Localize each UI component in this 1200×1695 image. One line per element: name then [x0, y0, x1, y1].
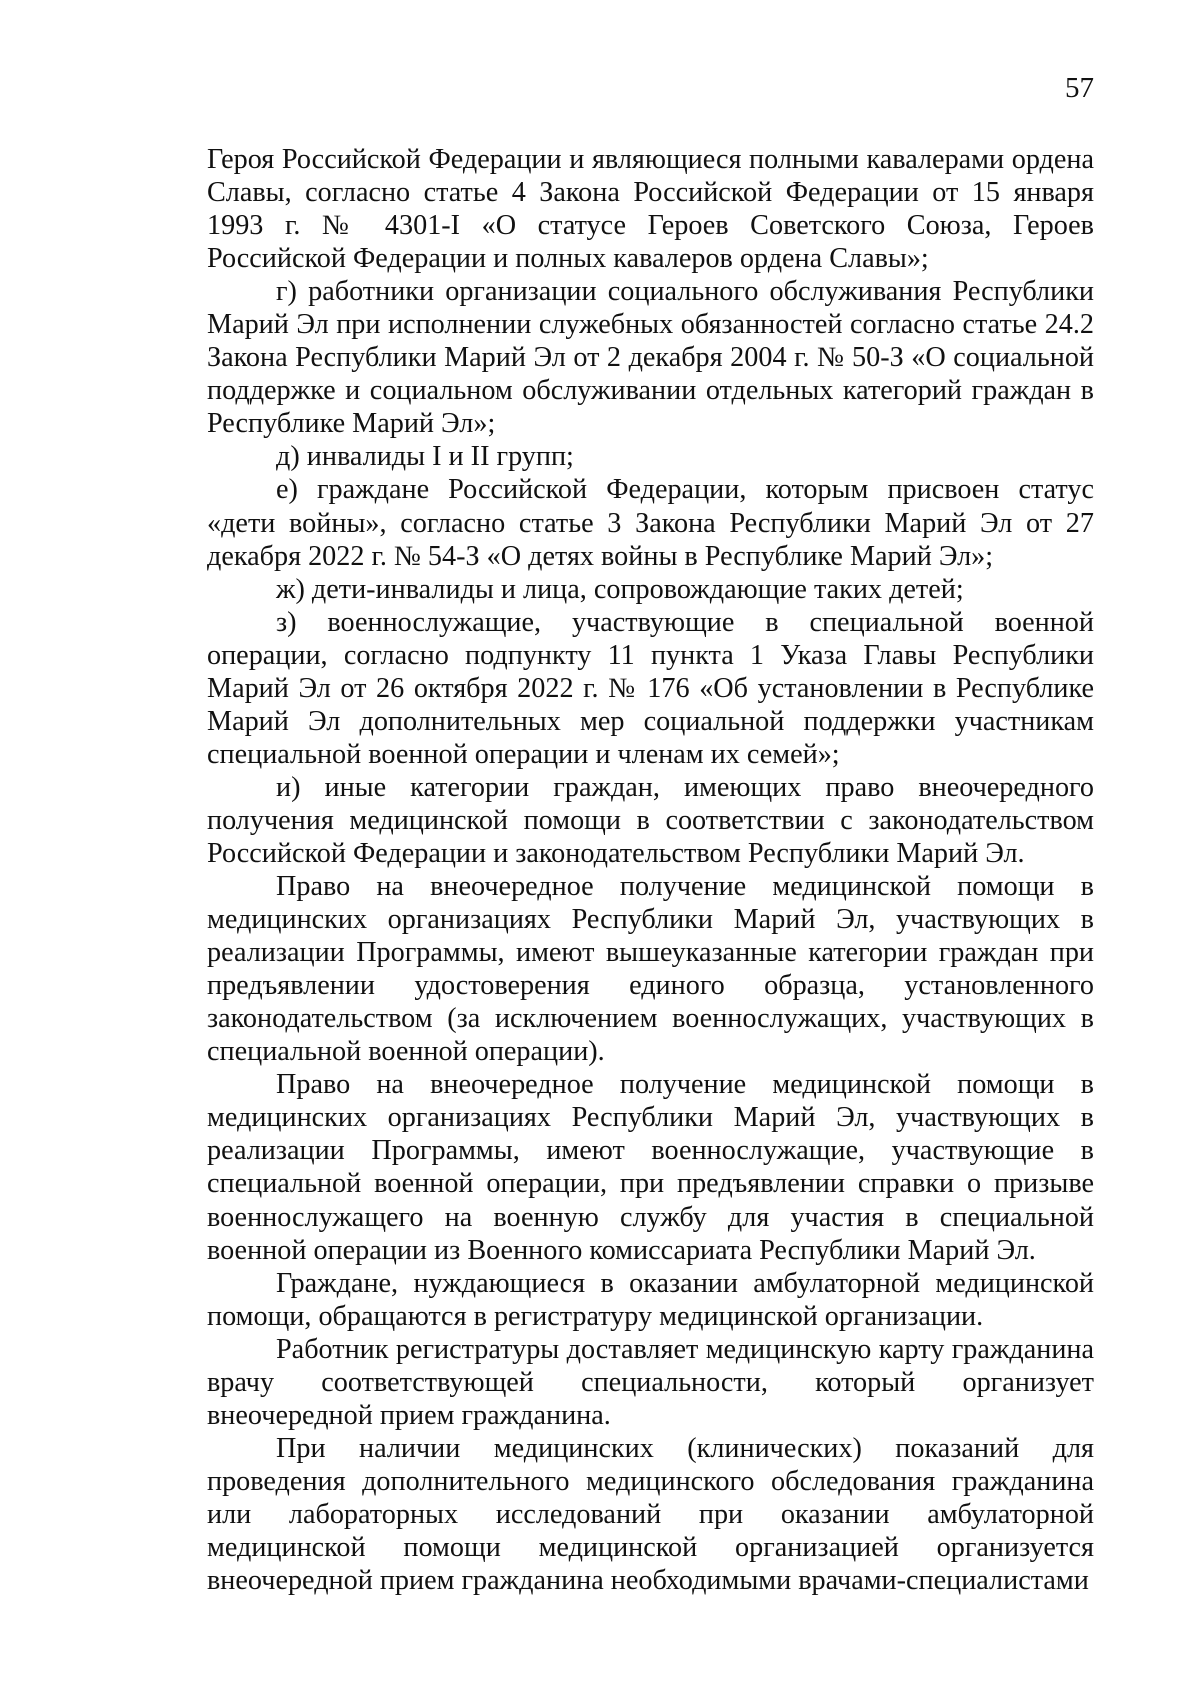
paragraph-right-with-certificate: Право на внеочередное получение медицинской помощи в медицинских организациях Республики Марий Эл, участвующих в реализации Программы, имеют вышеуказанные категории граждан при предъявлении удостоверения единого образца, установленного законодательством (за исключением военнослужащих, участвующих в специальной военной операции).: [207, 871, 1094, 1068]
paragraph-registry-visit: Граждане, нуждающиеся в оказании амбулаторной медицинской помощи, обращаются в регистратуру медицинской организации.: [207, 1267, 1094, 1332]
paragraph-item-i: и) иные категории граждан, имеющих право внеочередного получения медицинской помощи в соответствии с законодательством Российской Федерации и законодательством Республики Марий Эл.: [207, 771, 1094, 869]
paragraph-item-g: г) работники организации социального обслуживания Республики Марий Эл при исполнении служебных обязанностей согласно статье 24.2 Закона Республики Марий Эл от 2 декабря 2004 г. № 50-З «О социальной поддержке и социальном обслуживании отдельных категорий граждан в Республике Марий Эл»;: [207, 276, 1094, 440]
paragraph-right-military: Право на внеочередное получение медицинской помощи в медицинских организациях Республики Марий Эл, участвующих в реализации Программы, имеют военнослужащие, участвующие в специальной военной операции, при предъявлении справки о призыве военнослужащего на военную службу для участия в специальной военной операции из Военного комиссариата Республики Марий Эл.: [207, 1069, 1094, 1266]
document-body: [207, 143, 1094, 1597]
paragraph-clinical-indications: При наличии медицинских (клинических) показаний для проведения дополнительного медицинского обследования гражданина или лабораторных исследований при оказании амбулаторной медицинской помощи медицинской организацией организуется внеочередной прием гражданина необходимыми врачами-специалистами: [207, 1432, 1094, 1597]
paragraph-item-zh: ж) дети-инвалиды и лица, сопровождающие таких детей;: [276, 573, 964, 605]
paragraph-item-e: е) граждане Российской Федерации, которым присвоен статус «дети войны», согласно статье 3 Закона Республики Марий Эл от 27 декабря 2022 г. № 54-З «О детях войны в Республике Марий Эл»;: [207, 474, 1094, 572]
paragraph-continuation: Героя Российской Федерации и являющиеся полными кавалерами ордена Славы, согласно статье 4 Закона Российской Федерации от 15 января 1993 г. № 4301-I «О статусе Героев Советского Союза, Героев Российской Федерации и полных кавалеров ордена Славы»;: [207, 144, 1094, 275]
paragraph-item-z: з) военнослужащие, участвующие в специальной военной операции, согласно подпункту 11 пункта 1 Указа Главы Республики Марий Эл от 26 октября 2022 г. № 176 «Об установлении в Республике Марий Эл дополнительных мер социальной поддержки участникам специальной военной операции и членам их семей»;: [207, 606, 1094, 770]
paragraph-item-d: д) инвалиды I и II групп;: [276, 441, 574, 473]
page-number: 57: [1065, 72, 1094, 104]
paragraph-registry-worker: Работник регистратуры доставляет медицинскую карту гражданина врачу соответствующей специальности, который организует внеочередной прием гражданина.: [207, 1333, 1094, 1431]
